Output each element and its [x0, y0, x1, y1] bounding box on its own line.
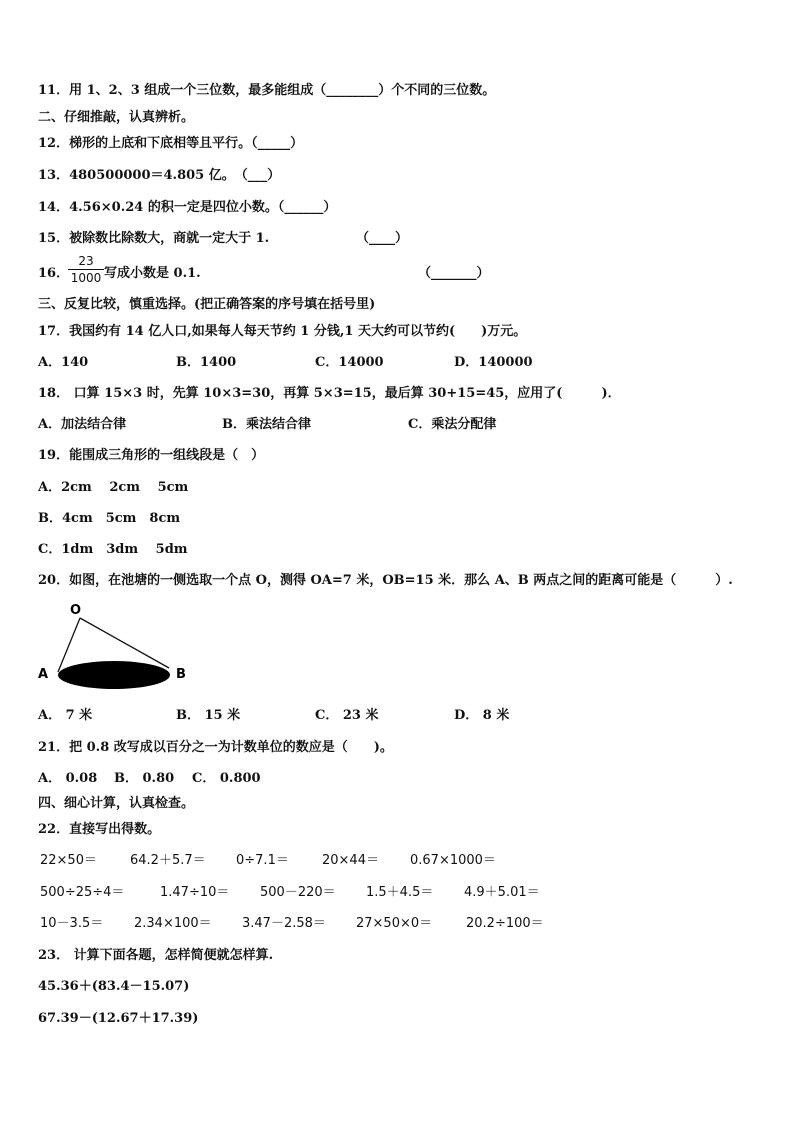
calc-item: 3.47－2.58＝	[242, 916, 326, 931]
question-11: 11．用 1、2、3 组成一个三位数，最多能组成（________）个不同的三位数。	[38, 83, 496, 98]
q20-option-c: C． 23 米	[315, 708, 379, 723]
q20-option-a: A． 7 米	[38, 708, 93, 723]
line-ob	[80, 618, 169, 668]
calc-item: 1.47÷10＝	[160, 885, 230, 900]
point-o-label: O	[70, 603, 82, 618]
question-14: 14．4.56×0.24 的积一定是四位小数。（______）	[38, 200, 337, 215]
line-oa	[58, 618, 80, 672]
calc-item: 10－3.5＝	[40, 916, 104, 931]
q17-option-c: C．14000	[315, 355, 384, 370]
q17-option-d: D．140000	[454, 355, 533, 370]
calc-item: 4.9＋5.01＝	[464, 885, 540, 900]
q23-item-2: 67.39－(12.67＋17.39)	[38, 1011, 199, 1026]
fraction-numerator: 23	[68, 254, 104, 270]
question-20: 20．如图，在池塘的一侧选取一个点 O，测得 OA=7 米，OB=15 米．那么 A、B 两点之间的距离可能是（ ）.	[38, 573, 733, 588]
question-16-label: 16．	[38, 266, 70, 281]
q19-option-a: A．2cm 2cm 5cm	[38, 480, 189, 495]
q21-option-a: A． 0.08	[38, 771, 98, 786]
calc-item: 27×50×0＝	[356, 916, 433, 931]
calc-item: 20.2÷100＝	[466, 916, 544, 931]
fraction-denominator: 1000	[70, 271, 102, 285]
calc-item: 500÷25÷4＝	[40, 885, 125, 900]
q18-option-a: A．加法结合律	[38, 417, 127, 432]
q18-option-c: C．乘法分配律	[408, 417, 497, 432]
q20-option-d: D． 8 米	[454, 708, 510, 723]
q17-option-a: A．140	[38, 355, 89, 370]
question-18: 18． 口算 15×3 时，先算 10×3=30，再算 5×3=15，最后算 30+15=45，应用了( )．	[38, 386, 621, 401]
question-22: 22．直接写出得数。	[38, 822, 161, 837]
question-23: 23． 计算下面各题，怎样简便就怎样算.	[38, 948, 274, 963]
calc-item: 0÷7.1＝	[236, 853, 289, 868]
question-21: 21．把 0.8 改写成以百分之一为计数单位的数应是（ )。	[38, 740, 393, 755]
question-12: 12．梯形的上底和下底相等且平行。（_____）	[38, 136, 304, 151]
q18-option-b: B．乘法结合律	[222, 417, 311, 432]
point-a-label: A	[38, 667, 49, 682]
fraction	[68, 254, 104, 285]
point-b-label: B	[176, 667, 186, 682]
q20-option-b: B． 15 米	[176, 708, 241, 723]
q17-option-b: B．1400	[176, 355, 237, 370]
calc-item: 2.34×100＝	[134, 916, 212, 931]
question-13: 13．480500000＝4.805 亿。 （___）	[38, 168, 281, 183]
pond-figure	[36, 598, 206, 698]
section-3-heading: 三、反复比较，慎重选择。(把正确答案的序号填在括号里)	[38, 297, 376, 312]
q23-item-1: 45.36＋(83.4－15.07)	[38, 979, 190, 994]
pond-shape	[58, 661, 170, 689]
section-2-heading: 二、仔细推敲，认真辨析。	[38, 110, 195, 125]
calc-item: 500－220＝	[260, 885, 336, 900]
q21-option-c: C． 0.800	[192, 771, 261, 786]
q19-option-b: B．4cm 5cm 8cm	[38, 511, 181, 526]
question-15-blank: （____）	[356, 231, 409, 246]
calc-item: 1.5＋4.5＝	[366, 885, 434, 900]
section-4-heading: 四、细心计算，认真检查。	[38, 796, 195, 811]
calc-item: 0.67×1000＝	[410, 853, 496, 868]
question-17: 17．我国约有 14 亿人口,如果每人每天节约 1 分钱,1 天大约可以节约( )万元。	[38, 324, 527, 339]
question-15: 15．被除数比除数大，商就一定大于 1.	[38, 231, 270, 246]
question-19: 19．能围成三角形的一组线段是（ ）	[38, 448, 265, 463]
q21-option-b: B． 0.80	[114, 771, 175, 786]
calc-item: 22×50＝	[40, 853, 97, 868]
calc-item: 64.2＋5.7＝	[130, 853, 206, 868]
q19-option-c: C．1dm 3dm 5dm	[38, 542, 188, 557]
question-16-blank: （_______）	[418, 266, 490, 281]
question-16-text: 写成小数是 0.1.	[104, 266, 201, 281]
calc-item: 20×44＝	[322, 853, 379, 868]
